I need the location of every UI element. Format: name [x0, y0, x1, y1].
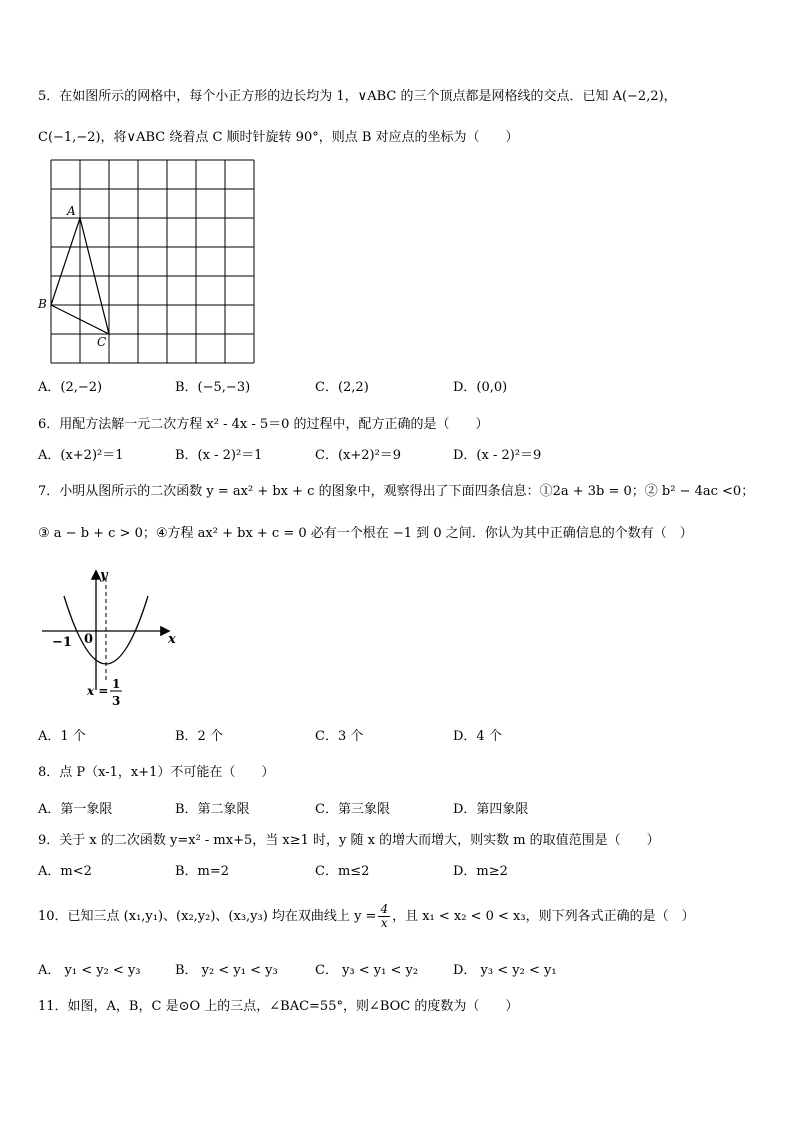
axis-equation-label: x = [87, 684, 109, 698]
q10-stem-after-fraction: ，且 x₁ < x₂ < 0 < x₃，则下列各式正确的是（ ） [392, 909, 695, 924]
q7-option-b[interactable]: B．2 个 [175, 729, 223, 744]
q7-parabola-figure [38, 565, 188, 717]
origin-label: 0 [84, 632, 94, 647]
q10-stem [38, 900, 695, 934]
q9-stem: 9．关于 x 的二次函数 y=x² - mx+5，当 x≥1 时，y 随 x 的增大而增大，则实数 m 的取值范围是（ ） [38, 833, 660, 848]
q8-option-b[interactable]: B．第二象限 [175, 802, 250, 817]
q5-options [38, 378, 758, 398]
q6-option-a[interactable]: A．(x+2)²＝1 [38, 448, 124, 463]
q7-stem-line1: 7．小明从图所示的二次函数 y = ax² + bx + c 的图象中，观察得出了下面四条信息：①2a + 3b = 0；② b² − 4ac <0； [38, 484, 755, 499]
q9-option-c[interactable]: C．m≤2 [315, 864, 370, 879]
q10-fraction [378, 903, 390, 930]
y-axis-label: y [100, 568, 108, 583]
q8-options [38, 800, 758, 820]
q6-options [38, 446, 758, 466]
q11-stem: 11．如图，A，B，C 是⊙O 上的三点，∠BAC=55°，则∠BOC 的度数为（ ） [38, 999, 519, 1014]
q5-option-d[interactable]: D．(0,0) [453, 380, 508, 395]
q7-option-a[interactable]: A．1 个 [38, 729, 86, 744]
axis-fraction-denominator: 3 [112, 694, 121, 708]
q6-option-d[interactable]: D．(x - 2)²＝9 [453, 448, 542, 463]
q10-options [38, 961, 758, 981]
q10-fraction-numerator: 4 [380, 902, 389, 916]
q5-stem-line1: 5．在如图所示的网格中，每个小正方形的边长均为 1，∨ABC 的三个顶点都是网格线的交点．已知 A(−2,2)， [38, 89, 677, 104]
q8-stem: 8．点 P（x-1，x+1）不可能在（ ） [38, 765, 275, 780]
q10-stem-before-fraction: 10．已知三点 (x₁,y₁)、(x₂,y₂)、(x₃,y₃) 均在双曲线上 y = [38, 909, 377, 924]
q8-option-c[interactable]: C．第三象限 [315, 802, 390, 817]
q8-option-a[interactable]: A．第一象限 [38, 802, 113, 817]
q7-options [38, 727, 758, 747]
q5-stem-line2: C(−1,−2)，将∨ABC 绕着点 C 顺时针旋转 90°，则点 B 对应点的坐标为（ ） [38, 130, 519, 145]
x-axis-label: x [168, 632, 176, 647]
q10-option-c[interactable]: C． y₃ < y₁ < y₂ [315, 963, 419, 978]
q10-fraction-denominator: x [380, 916, 388, 930]
q10-option-b[interactable]: B． y₂ < y₁ < y₃ [175, 963, 278, 978]
q9-options [38, 862, 758, 882]
q10-option-d[interactable]: D． y₃ < y₂ < y₁ [453, 963, 557, 978]
minus-one-label: −1 [52, 635, 72, 650]
q7-option-c[interactable]: C．3 个 [315, 729, 364, 744]
q7-stem-line2: ③ a − b + c > 0；④方程 ax² + bx + c = 0 必有一个根在 −1 到 0 之间．你认为其中正确信息的个数有（ ） [38, 526, 693, 541]
q10-option-a[interactable]: A． y₁ < y₂ < y₃ [38, 963, 141, 978]
q5-option-c[interactable]: C．(2,2) [315, 380, 369, 395]
q9-option-b[interactable]: B．m=2 [175, 864, 230, 879]
q6-option-b[interactable]: B．(x - 2)²＝1 [175, 448, 263, 463]
axis-fraction-numerator: 1 [112, 677, 121, 691]
q5-grid-figure [34, 156, 264, 368]
q6-stem: 6．用配方法解一元二次方程 x² - 4x - 5＝0 的过程中，配方正确的是（ ） [38, 417, 489, 432]
vertex-label-c: C [97, 335, 107, 349]
grid-lines [51, 160, 254, 363]
vertex-label-a: A [67, 204, 76, 218]
q6-option-c[interactable]: C．(x+2)²＝9 [315, 448, 402, 463]
vertex-label-b: B [38, 297, 47, 311]
q9-option-a[interactable]: A．m<2 [38, 864, 92, 879]
q5-option-b[interactable]: B．(−5,−3) [175, 380, 251, 395]
q5-option-a[interactable]: A．(2,−2) [38, 380, 103, 395]
q7-option-d[interactable]: D．4 个 [453, 729, 502, 744]
q9-option-d[interactable]: D．m≥2 [453, 864, 508, 879]
q8-option-d[interactable]: D．第四象限 [453, 802, 529, 817]
